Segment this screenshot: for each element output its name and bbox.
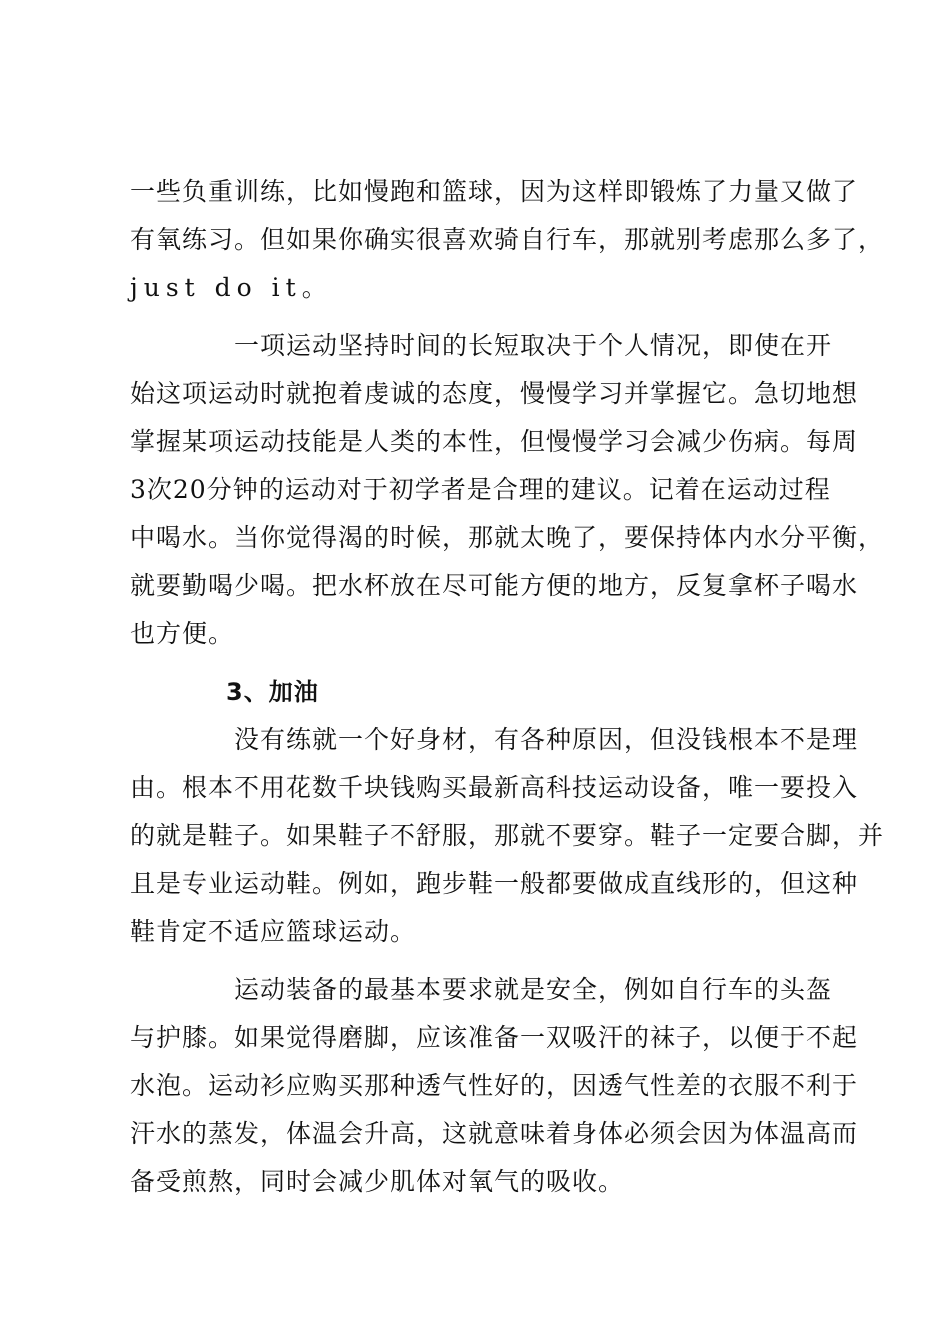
text-line: 中喝水。当你觉得渴的时候，那就太晚了，要保持体内水分平衡， [130, 523, 885, 552]
section-heading: 3、加油 [226, 678, 319, 706]
document-body [130, 168, 885, 1206]
paragraph-spacer [130, 956, 830, 966]
text-line: just do it。 [130, 273, 333, 302]
text-line: 一些负重训练，比如慢跑和篮球，因为这样即锻炼了力量又做了 [130, 177, 859, 206]
text-line: 运动装备的最基本要求就是安全，例如自行车的头盔 [234, 975, 833, 1004]
paragraph-spacer [130, 312, 830, 322]
paragraph-3 [130, 716, 885, 956]
text-line: 就要勤喝少喝。把水杯放在尽可能方便的地方，反复拿杯子喝水 [130, 571, 859, 600]
text-line: 水泡。运动衫应购买那种透气性好的，因透气性差的衣服不利于 [130, 1071, 859, 1100]
text-line: 有氧练习。但如果你确实很喜欢骑自行车，那就别考虑那么多了， [130, 225, 885, 254]
text-line: 没有练就一个好身材，有各种原因，但没钱根本不是理 [234, 725, 859, 754]
text-line: 一项运动坚持时间的长短取决于个人情况，即使在开 [234, 331, 833, 360]
paragraph-spacer [130, 658, 830, 668]
text-line: 与护膝。如果觉得磨脚，应该准备一双吸汗的袜子，以便于不起 [130, 1023, 859, 1052]
text-line: 且是专业运动鞋。例如，跑步鞋一般都要做成直线形的，但这种 [130, 869, 859, 898]
paragraph-4 [130, 966, 859, 1206]
text-line: 3次20分钟的运动对于初学者是合理的建议。记着在运动过程 [130, 475, 831, 504]
text-line: 由。根本不用花数千块钱购买最新高科技运动设备，唯一要投入 [130, 773, 859, 802]
text-line: 也方便。 [130, 619, 235, 648]
text-line: 汗水的蒸发，体温会升高，这就意味着身体必须会因为体温高而 [130, 1119, 859, 1148]
paragraph-2 [130, 322, 885, 658]
text-line: 备受煎熬，同时会减少肌体对氧气的吸收。 [130, 1167, 625, 1196]
text-line: 鞋肯定不适应篮球运动。 [130, 917, 417, 946]
text-line: 掌握某项运动技能是人类的本性，但慢慢学习会减少伤病。每周 [130, 427, 859, 456]
text-line: 的就是鞋子。如果鞋子不舒服，那就不要穿。鞋子一定要合脚，并 [130, 821, 885, 850]
paragraph-1 [130, 168, 885, 312]
text-line: 始这项运动时就抱着虔诚的态度，慢慢学习并掌握它。急切地想 [130, 379, 859, 408]
